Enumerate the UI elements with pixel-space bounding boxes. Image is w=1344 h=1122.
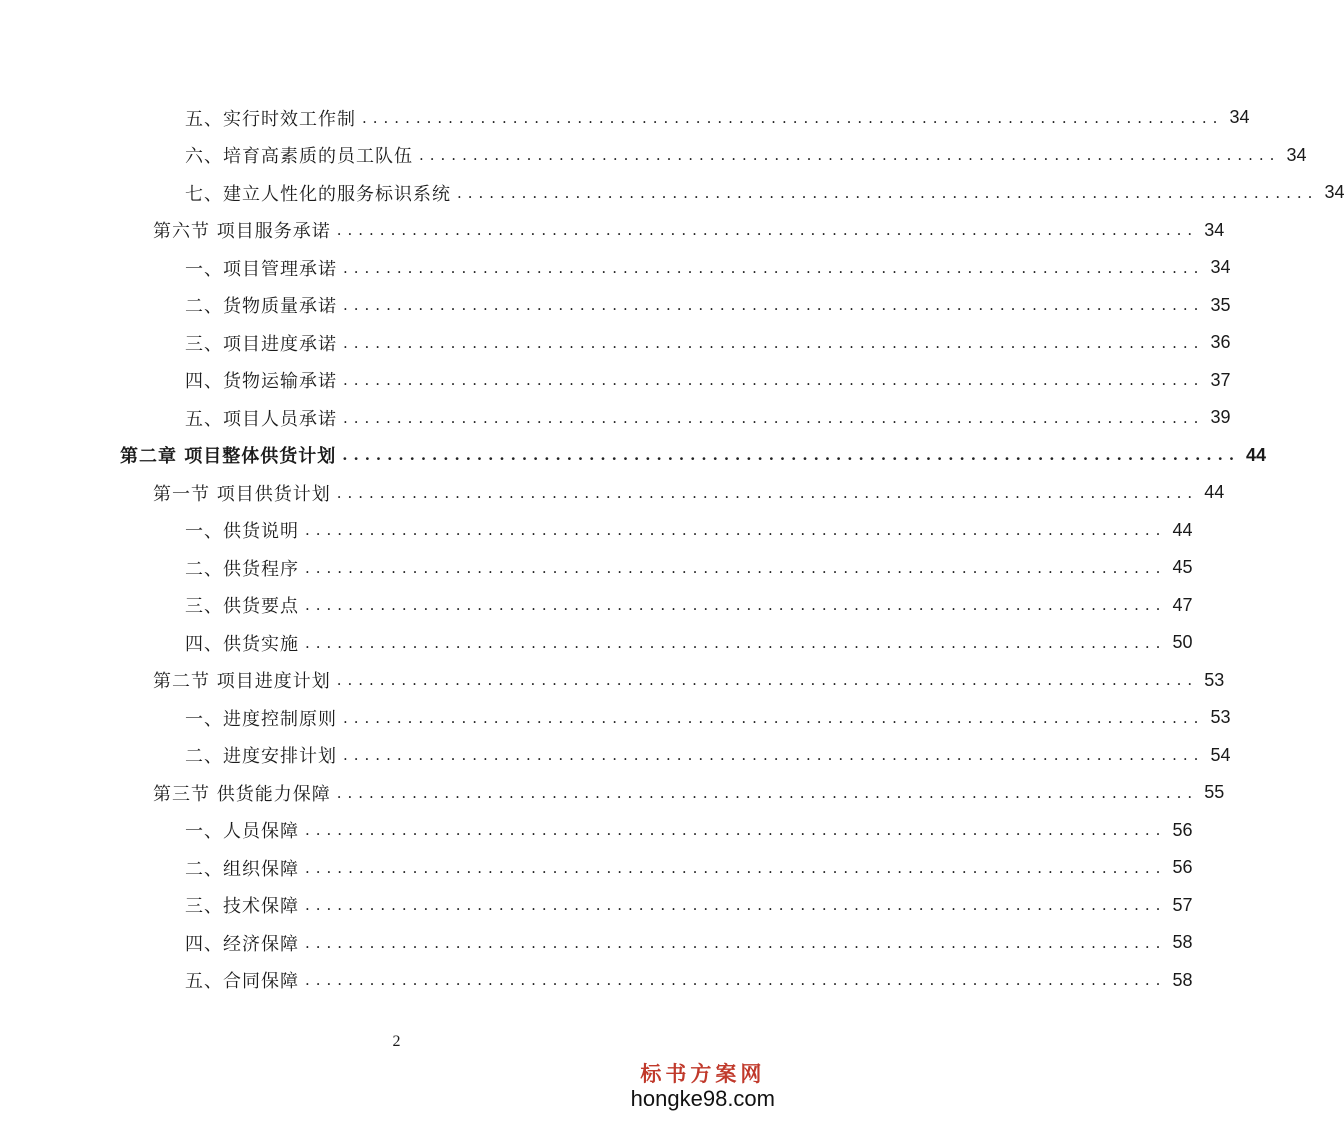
toc-entry-page: 37 bbox=[1210, 369, 1231, 390]
toc-entry-title: 五、实行时效工作制 bbox=[185, 108, 356, 130]
toc-entry-section[interactable] bbox=[0, 474, 1225, 512]
toc-entry-page: 56 bbox=[1172, 857, 1193, 878]
toc-dot-leader: ................................................................................ bbox=[305, 633, 1167, 652]
toc-dot-leader: ................................................................................ bbox=[336, 221, 1199, 240]
toc-entry-title: 六、培育高素质的员工队伍 bbox=[185, 146, 413, 168]
toc-entry-item[interactable] bbox=[0, 362, 1231, 400]
toc-entry-page: 53 bbox=[1210, 707, 1231, 728]
toc-entry-page: 56 bbox=[1172, 819, 1193, 840]
toc-dot-leader: ................................................................................ bbox=[305, 933, 1167, 952]
toc-entry-title: 五、合同保障 bbox=[185, 971, 299, 993]
toc-entry-title: 第一节 项目供货计划 bbox=[153, 483, 331, 505]
toc-dot-leader: ................................................................................ bbox=[343, 333, 1205, 352]
toc-entry-title: 三、项目进度承诺 bbox=[185, 333, 337, 355]
toc-entry-title: 一、进度控制原则 bbox=[185, 708, 337, 730]
toc-entry-page: 35 bbox=[1210, 294, 1231, 315]
table-of-contents bbox=[0, 99, 1344, 999]
toc-dot-leader: ................................................................................ bbox=[336, 783, 1199, 802]
toc-entry-item[interactable] bbox=[0, 587, 1193, 625]
toc-entry-title: 二、货物质量承诺 bbox=[185, 296, 337, 318]
toc-entry-page: 53 bbox=[1204, 669, 1225, 690]
toc-entry-title: 一、人员保障 bbox=[185, 821, 299, 843]
toc-entry-title: 四、货物运输承诺 bbox=[185, 371, 337, 393]
toc-dot-leader: ................................................................................ bbox=[457, 183, 1319, 202]
toc-entry-item[interactable] bbox=[0, 924, 1193, 962]
toc-entry-page: 54 bbox=[1210, 744, 1231, 765]
toc-entry-page: 44 bbox=[1246, 444, 1267, 465]
toc-entry-section[interactable] bbox=[0, 212, 1225, 250]
toc-entry-page: 47 bbox=[1172, 594, 1193, 615]
toc-dot-leader: ................................................................................ bbox=[419, 146, 1281, 165]
toc-dot-leader: ................................................................................ bbox=[336, 671, 1199, 690]
toc-dot-leader: ................................................................................ bbox=[343, 296, 1205, 315]
toc-entry-page: 34 bbox=[1204, 219, 1225, 240]
toc-entry-title: 一、供货说明 bbox=[185, 521, 299, 543]
toc-dot-leader: ................................................................................ bbox=[336, 483, 1199, 502]
toc-entry-page: 39 bbox=[1210, 407, 1231, 428]
toc-entry-title: 第六节 项目服务承诺 bbox=[153, 221, 331, 243]
watermark bbox=[631, 1058, 775, 1112]
toc-entry-section[interactable] bbox=[0, 774, 1225, 812]
toc-entry-page: 55 bbox=[1204, 782, 1225, 803]
toc-entry-page: 34 bbox=[1324, 182, 1344, 203]
toc-entry-page: 57 bbox=[1172, 894, 1193, 915]
toc-dot-leader: ................................................................................ bbox=[305, 896, 1167, 915]
toc-entry-item[interactable] bbox=[0, 99, 1250, 137]
toc-entry-title: 七、建立人性化的服务标识系统 bbox=[185, 183, 451, 205]
toc-dot-leader: ................................................................................ bbox=[305, 558, 1167, 577]
toc-entry-item[interactable] bbox=[0, 699, 1231, 737]
toc-entry-title: 四、供货实施 bbox=[185, 633, 299, 655]
watermark-brand: 标书方案网 bbox=[640, 1061, 766, 1086]
toc-dot-leader: ................................................................................ bbox=[343, 371, 1205, 390]
toc-entry-title: 第二章 项目整体供货计划 bbox=[120, 446, 337, 468]
toc-entry-item[interactable] bbox=[0, 812, 1193, 850]
toc-entry-title: 第二节 项目进度计划 bbox=[153, 671, 331, 693]
toc-dot-leader: ................................................................................ bbox=[343, 258, 1205, 277]
toc-entry-item[interactable] bbox=[0, 849, 1193, 887]
toc-dot-leader: ................................................................................ bbox=[305, 821, 1167, 840]
toc-entry-page: 34 bbox=[1210, 257, 1231, 278]
toc-entry-page: 58 bbox=[1172, 969, 1193, 990]
toc-entry-chapter[interactable] bbox=[0, 437, 1267, 475]
toc-dot-leader: ................................................................................ bbox=[343, 408, 1205, 427]
toc-dot-leader: ................................................................................ bbox=[305, 971, 1167, 990]
watermark-url: hongke98.com bbox=[630, 1086, 775, 1111]
toc-dot-leader: ................................................................................ bbox=[305, 596, 1167, 615]
toc-entry-item[interactable] bbox=[0, 324, 1231, 362]
toc-entry-item[interactable] bbox=[0, 737, 1231, 775]
toc-entry-item[interactable] bbox=[0, 962, 1193, 1000]
toc-entry-page: 36 bbox=[1210, 332, 1231, 353]
toc-entry-title: 四、经济保障 bbox=[185, 933, 299, 955]
toc-entry-item[interactable] bbox=[0, 512, 1193, 550]
toc-entry-title: 二、组织保障 bbox=[185, 858, 299, 880]
toc-entry-page: 50 bbox=[1172, 632, 1193, 653]
toc-entry-item[interactable] bbox=[0, 887, 1193, 925]
page-number: 2 bbox=[392, 1033, 401, 1050]
toc-dot-leader: ................................................................................ bbox=[362, 108, 1224, 127]
toc-entry-item[interactable] bbox=[0, 174, 1344, 212]
toc-dot-leader: ................................................................................ bbox=[343, 708, 1205, 727]
toc-entry-item[interactable] bbox=[0, 399, 1231, 437]
toc-entry-item[interactable] bbox=[0, 287, 1231, 325]
toc-entry-page: 44 bbox=[1172, 519, 1193, 540]
toc-dot-leader: ................................................................................ bbox=[305, 858, 1167, 877]
toc-dot-leader: ................................................................................ bbox=[305, 521, 1167, 540]
toc-entry-page: 45 bbox=[1172, 557, 1193, 578]
toc-entry-title: 二、供货程序 bbox=[185, 558, 299, 580]
toc-entry-title: 三、技术保障 bbox=[185, 896, 299, 918]
toc-dot-leader: ................................................................................ bbox=[343, 746, 1205, 765]
toc-entry-title: 一、项目管理承诺 bbox=[185, 258, 337, 280]
toc-entry-title: 二、进度安排计划 bbox=[185, 746, 337, 768]
toc-entry-page: 34 bbox=[1286, 144, 1307, 165]
toc-entry-section[interactable] bbox=[0, 662, 1225, 700]
toc-entry-page: 34 bbox=[1229, 107, 1250, 128]
toc-dot-leader: ................................................................................ bbox=[342, 446, 1241, 465]
toc-entry-title: 第三节 供货能力保障 bbox=[153, 783, 331, 805]
toc-entry-title: 三、供货要点 bbox=[185, 596, 299, 618]
toc-entry-item[interactable] bbox=[0, 249, 1231, 287]
toc-entry-item[interactable] bbox=[0, 137, 1307, 175]
toc-entry-item[interactable] bbox=[0, 624, 1193, 662]
toc-entry-title: 五、项目人员承诺 bbox=[185, 408, 337, 430]
toc-entry-page: 44 bbox=[1204, 482, 1225, 503]
toc-entry-page: 58 bbox=[1172, 932, 1193, 953]
toc-entry-item[interactable] bbox=[0, 549, 1193, 587]
